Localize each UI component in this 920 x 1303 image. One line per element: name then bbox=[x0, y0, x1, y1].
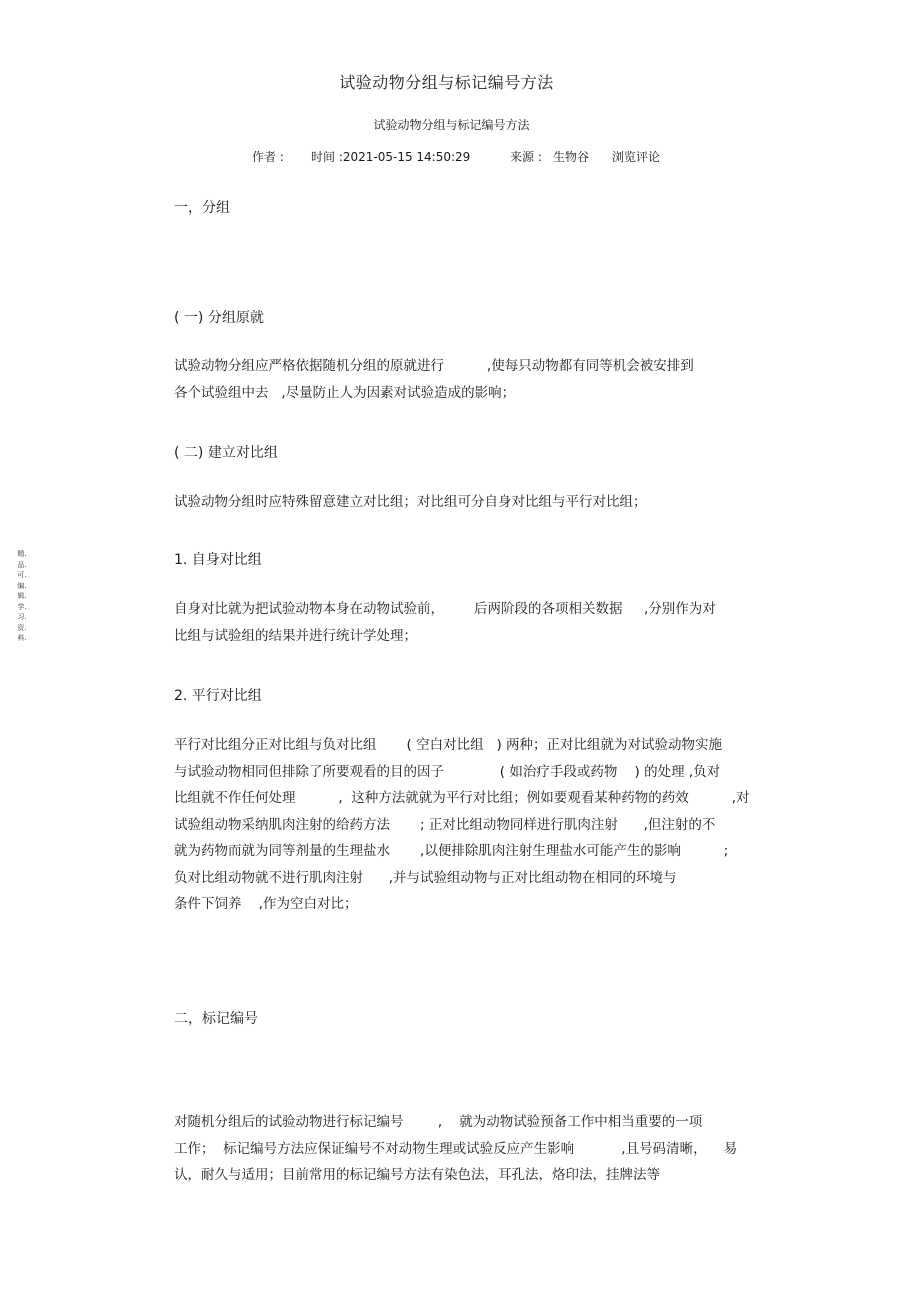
section-heading-marking: 二，标记编号 bbox=[174, 1011, 258, 1027]
text-line: 比组就不作任何处理 , 这种方法就就为平行对比组；例如要观看某种药物的药效 ,对 bbox=[174, 790, 750, 806]
subsection-heading-principle: ( 一) 分组原就 bbox=[174, 310, 264, 326]
page-title: 试验动物分组与标记编号方法 bbox=[339, 73, 554, 92]
text-line: 与试验动物相同但排除了所要观看的目的因子 ( 如治疗手段或药物 ) 的处理 ,负对 bbox=[174, 763, 721, 780]
text-line: 各个试验组中去 ,尽量防止人为因素对试验造成的影响； bbox=[174, 384, 516, 401]
text-line: 比组与试验组的结果并进行统计学处理； bbox=[174, 627, 417, 644]
source-label: 来源 : bbox=[510, 150, 542, 164]
text-line: 试验动物分组时应特殊留意建立对比组；对比组可分自身对比组与平行对比组； bbox=[174, 494, 647, 510]
page-subtitle: 试验动物分组与标记编号方法 bbox=[373, 118, 530, 132]
paragraph-control bbox=[174, 489, 764, 516]
time-label: 时间 :2021-05-15 14:50:29 bbox=[311, 150, 471, 164]
text-line: 就为药物而就为同等剂量的生理盐水 ,以便排除肌肉注射生理盐水可能产生的影响 ; bbox=[174, 843, 729, 859]
browse-comment-link[interactable]: 浏览评论 bbox=[612, 150, 661, 164]
author-label: 作者 : bbox=[252, 150, 284, 164]
paragraph-parallel-control bbox=[174, 732, 764, 918]
text-line: 试验组动物采纳肌肉注射的给药方法 ; 正对比组动物同样进行肌肉注射 ,但注射的不 bbox=[174, 816, 716, 833]
item-heading-parallel-control: 2. 平行对比组 bbox=[174, 688, 262, 704]
paragraph-self-control bbox=[174, 596, 764, 649]
text-line: 试验动物分组应严格依据随机分组的原就进行 ,使每只动物都有同等机会被安排到 bbox=[174, 358, 694, 374]
paragraph-marking bbox=[174, 1109, 764, 1189]
text-line: 认，耐久与适用；目前常用的标记编号方法有染色法，耳孔法，烙印法，挂牌法等 bbox=[174, 1167, 660, 1183]
paragraph-principle bbox=[174, 353, 764, 406]
section-heading-grouping: 一，分组 bbox=[174, 200, 230, 216]
text-line: 负对比组动物就不进行肌肉注射 ,并与试验组动物与正对比组动物在相同的环境与 bbox=[174, 869, 677, 886]
subsection-heading-control: ( 二) 建立对比组 bbox=[174, 445, 278, 461]
text-line: 工作； 标记编号方法应保证编号不对动物生理或试验反应产生影响 ,且号码清晰， 易 bbox=[174, 1140, 738, 1157]
text-line: 条件下饲养 ,作为空白对比； bbox=[174, 896, 358, 912]
text-line: 自身对比就为把试验动物本身在动物试验前， 后两阶段的各项相关数据 ,分别作为对 bbox=[174, 601, 716, 617]
item-heading-self-control: 1. 自身对比组 bbox=[174, 552, 262, 568]
side-watermark: 精.品.可.编.辑.学.习.资.料. bbox=[17, 550, 27, 642]
text-line: 平行对比组分正对比组与负对比组 ( 空白对比组 ) 两种；正对比组就为对试验动物实施 bbox=[174, 737, 723, 753]
text-line: 对随机分组后的试验动物进行标记编号 , 就为动物试验预备工作中相当重要的一项 bbox=[174, 1114, 703, 1130]
source-value: 生物谷 bbox=[553, 150, 590, 164]
